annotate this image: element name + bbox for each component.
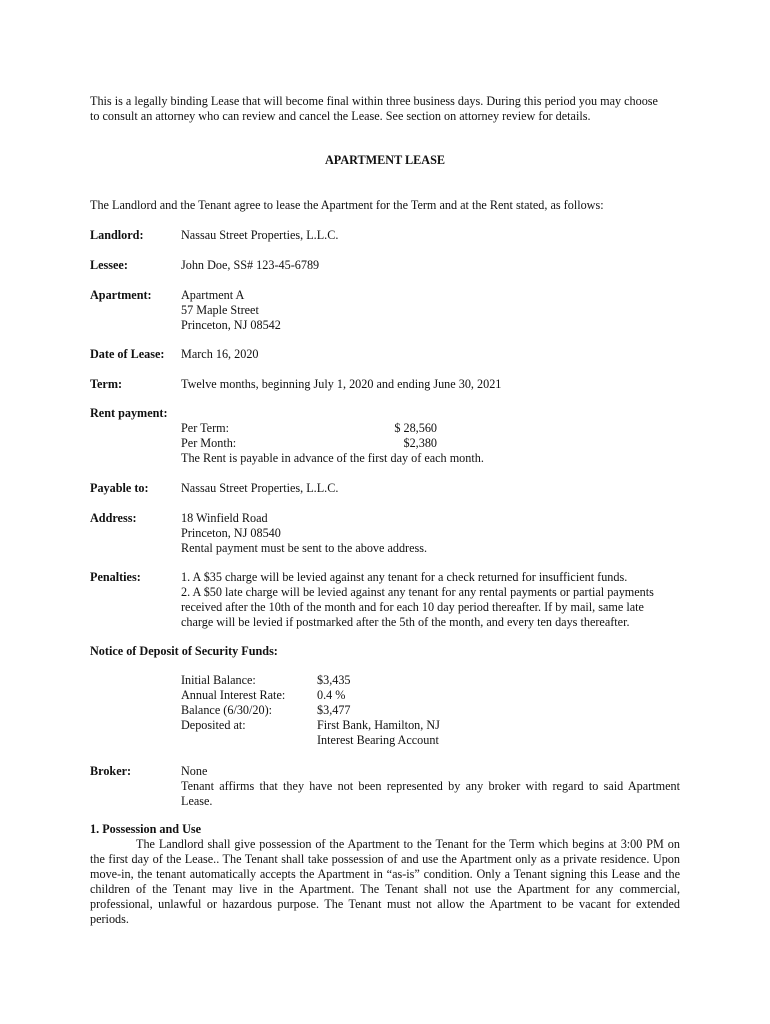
intro-paragraph xyxy=(90,94,690,124)
interest-rate-value: 0.4 % xyxy=(317,688,346,702)
deposit-row xyxy=(181,733,581,748)
date-of-lease-value: March 16, 2020 xyxy=(181,347,259,361)
per-month-value: $2,380 xyxy=(403,436,437,450)
per-term-label: Per Term: xyxy=(181,421,229,435)
section-body: The Landlord shall give possession of the Apartment to the Tenant for the Term which begins at 3:00 PM on the first day of the Lease.. The Tenant shall take possession of and use the Apartment only as a private residence. Upon move-in, the tenant automatically accepts the Apartment in “as-is” condition. Only a Tenant signing this Lease and the children of the Tenant may live in the Apartment. The Tenant shall not use the Apartment for any commercial, professional, unlawful or hazardous purpose. The Tenant must not allow the Apartment to be vacant for extended periods. xyxy=(90,837,680,926)
landlord-label: Landlord: xyxy=(90,228,144,242)
balance-label: Balance (6/30/20): xyxy=(181,703,273,717)
address-line: 18 Winfield Road xyxy=(181,511,268,525)
address-label: Address: xyxy=(90,511,137,525)
landlord-value: Nassau Street Properties, L.L.C. xyxy=(181,228,339,242)
section-heading: 1. Possession and Use xyxy=(90,822,202,836)
deposit-details xyxy=(181,673,581,748)
document-title: APARTMENT LEASE xyxy=(325,153,445,167)
intro-line: to consult an attorney who can review and cancel the Lease. See section on attorney review for details. xyxy=(90,109,591,123)
apartment-address xyxy=(181,288,681,333)
apartment-line: Princeton, NJ 08542 xyxy=(181,318,281,332)
apartment-line: 57 Maple Street xyxy=(181,303,259,317)
deposit-heading: Notice of Deposit of Security Funds: xyxy=(90,644,278,658)
deposit-row xyxy=(181,718,581,733)
account-type-value: Interest Bearing Account xyxy=(317,733,439,747)
rent-payment-details xyxy=(181,421,681,466)
per-term-value: $ 28,560 xyxy=(394,421,437,435)
deposit-row xyxy=(181,688,581,703)
broker-note: Tenant affirms that they have not been represented by any broker with regard to said Apartment Lease. xyxy=(181,779,680,808)
lessee-label: Lessee: xyxy=(90,258,128,272)
penalties-label: Penalties: xyxy=(90,570,141,584)
balance-value: $3,477 xyxy=(317,703,351,717)
payment-address xyxy=(181,511,681,556)
broker-value: None xyxy=(181,764,208,778)
penalty-line: received after the 10th of the month and for each 10 day period thereafter. If by mail, same late xyxy=(181,600,644,614)
agreement-statement: The Landlord and the Tenant agree to lease the Apartment for the Term and at the Rent stated, as follows: xyxy=(90,198,604,212)
payable-to-value: Nassau Street Properties, L.L.C. xyxy=(181,481,339,495)
penalty-line: charge will be levied if postmarked after the 5th of the month, and every ten days thereafter. xyxy=(181,615,630,629)
penalties-text xyxy=(181,570,681,630)
possession-section xyxy=(90,822,680,927)
interest-rate-label: Annual Interest Rate: xyxy=(181,688,286,702)
term-label: Term: xyxy=(90,377,123,391)
deposited-at-value: First Bank, Hamilton, NJ xyxy=(317,718,440,732)
per-month-row xyxy=(181,436,681,451)
broker-label: Broker: xyxy=(90,764,132,778)
per-term-row xyxy=(181,421,681,436)
apartment-line: Apartment A xyxy=(181,288,245,302)
deposit-row xyxy=(181,673,581,688)
rent-payment-label: Rent payment: xyxy=(90,406,168,420)
payable-to-label: Payable to: xyxy=(90,481,149,495)
deposit-row xyxy=(181,703,581,718)
initial-balance-value: $3,435 xyxy=(317,673,351,687)
deposited-at-label: Deposited at: xyxy=(181,718,246,732)
rent-note: The Rent is payable in advance of the first day of each month. xyxy=(181,451,484,465)
penalty-line: 2. A $50 late charge will be levied against any tenant for any rental payments or partial payments xyxy=(181,585,654,599)
address-note: Rental payment must be sent to the above address. xyxy=(181,541,428,555)
apartment-label: Apartment: xyxy=(90,288,152,302)
term-value: Twelve months, beginning July 1, 2020 and ending June 30, 2021 xyxy=(181,377,502,391)
lessee-value: John Doe, SS# 123-45-6789 xyxy=(181,258,320,272)
date-of-lease-label: Date of Lease: xyxy=(90,347,165,361)
initial-balance-label: Initial Balance: xyxy=(181,673,256,687)
per-month-label: Per Month: xyxy=(181,436,237,450)
intro-line: This is a legally binding Lease that will become final within three business days. During this period you may choose xyxy=(90,94,658,108)
broker-details xyxy=(181,764,680,809)
address-line: Princeton, NJ 08540 xyxy=(181,526,281,540)
penalty-line: 1. A $35 charge will be levied against any tenant for a check returned for insufficient funds. xyxy=(181,570,628,584)
